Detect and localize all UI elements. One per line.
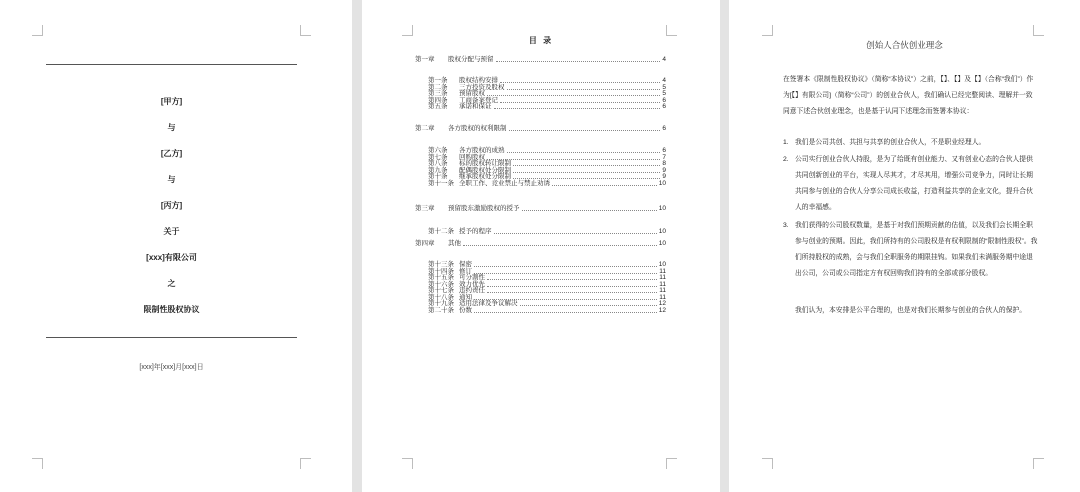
- about: 关于: [163, 227, 180, 236]
- intro-paragraph: 在签署本《限制性股权协议》（简称“本协议”）之前，【】、【】及【】（合称“我们”）作为[【】有限公司]（简称“公司”）的创业合伙人，我们确认已经完整阅读、理解并一致同意下述合伙创业理念，也是基于认同下述理念而签署本协议：: [783, 76, 1034, 115]
- toc-entry[interactable]: [428, 180, 666, 188]
- page-toc: [362, 0, 720, 492]
- toc-page-number: 11: [659, 293, 666, 301]
- toc-number: 第五条: [428, 103, 448, 110]
- toc-number: 第十二条: [428, 228, 454, 235]
- toc-page-number: 10: [658, 240, 666, 247]
- toc-heading: 回购股权: [459, 153, 485, 161]
- toc-heading: 股权分配与预留: [448, 56, 494, 63]
- toc-heading: 各方股权的权利限制: [448, 125, 507, 132]
- toc-number: 第一条: [428, 77, 448, 84]
- toc-page-number: 4: [662, 77, 666, 84]
- corner-mark: [762, 25, 773, 36]
- toc-heading: 授予的程序: [459, 228, 492, 235]
- party-b: [乙方]: [160, 149, 183, 158]
- toc-heading: 继承股权处分限制: [459, 173, 511, 180]
- toc-heading: 保密: [459, 261, 472, 268]
- toc-chapter[interactable]: [415, 205, 666, 213]
- top-rule: [46, 64, 297, 65]
- toc-page-number: 5: [662, 83, 666, 91]
- toc-heading: 修订: [459, 267, 472, 275]
- toc-number: 第六条: [428, 147, 448, 154]
- toc-page-number: 6: [662, 125, 666, 132]
- toc-heading: 违约责任: [459, 287, 485, 294]
- bottom-rule: [46, 337, 297, 338]
- corner-mark: [666, 458, 677, 469]
- toc-heading: 份数: [459, 306, 472, 314]
- toc-heading: 工商备案登记: [459, 96, 498, 104]
- particle: 之: [167, 279, 176, 288]
- cover-date: [xxx]年[xxx]月[xxx]日: [139, 364, 204, 371]
- toc-number: 第一章: [415, 56, 435, 63]
- toc-title: 目 录: [528, 36, 554, 45]
- list-number: 1.: [783, 139, 789, 146]
- toc-chapter[interactable]: [415, 240, 666, 248]
- corner-mark: [1033, 25, 1044, 36]
- list-number: 2.: [783, 156, 789, 163]
- toc-number: 第十九条: [428, 300, 454, 307]
- page-philosophy: [729, 0, 1080, 492]
- toc-page-number: 9: [662, 166, 666, 174]
- closing-paragraph: 我们认为，本安排是公平合理的，也是对我们长期参与创业的合伙人的保护。: [795, 307, 1027, 314]
- toc-entry[interactable]: [428, 307, 666, 315]
- corner-mark: [762, 458, 773, 469]
- toc-number: 第二条: [428, 83, 448, 91]
- toc-heading: 效力优先: [459, 280, 485, 288]
- toc-number: 第十八条: [428, 293, 454, 301]
- toc-number: 第八条: [428, 160, 448, 167]
- toc-number: 第三条: [428, 90, 448, 97]
- section-title: 创始人合伙创业理念: [866, 40, 943, 50]
- toc-page-number: 7: [662, 153, 666, 161]
- toc-number: 第十七条: [428, 287, 454, 294]
- toc-number: 第四章: [415, 240, 435, 247]
- toc-heading: 适用法律及争议解决: [459, 300, 518, 307]
- page-cover: [0, 0, 352, 492]
- toc-leader-dots: [552, 184, 657, 186]
- toc-leader-dots: [522, 209, 657, 211]
- list-item: [783, 135, 1039, 151]
- toc-page-number: 12: [658, 306, 666, 314]
- toc-page-number: 6: [662, 147, 666, 154]
- toc-number: 第十四条: [428, 267, 454, 275]
- toc-entry[interactable]: [428, 103, 666, 111]
- toc-chapter[interactable]: [415, 125, 666, 133]
- toc-page-number: 10: [658, 228, 666, 235]
- toc-heading: 配偶股权处分限制: [459, 166, 511, 174]
- toc-number: 第三章: [415, 205, 435, 212]
- conjunction: 与: [167, 175, 176, 184]
- toc-page-number: 10: [658, 205, 666, 212]
- party-c: [丙方]: [160, 201, 183, 210]
- list-item: [783, 218, 1039, 282]
- toc-leader-dots: [494, 232, 657, 234]
- toc-number: 第二章: [415, 125, 435, 132]
- toc-number: 第十六条: [428, 280, 454, 288]
- toc-heading: 可分割性: [459, 274, 485, 281]
- toc-page-number: 11: [659, 267, 666, 275]
- toc-page-number: 12: [658, 300, 666, 307]
- toc-heading: 预留股东激励股权的授予: [448, 205, 520, 212]
- toc-number: 第十三条: [428, 261, 454, 268]
- toc-number: 第十条: [428, 173, 448, 180]
- toc-heading: 全职工作、竞业禁止与禁止劝诱: [459, 179, 550, 187]
- toc-number: 第十一条: [428, 179, 454, 187]
- corner-mark: [300, 458, 311, 469]
- conjunction: 与: [167, 123, 176, 132]
- toc-page-number: 11: [659, 287, 666, 294]
- toc-page-number: 5: [662, 90, 666, 97]
- toc-page-number: 11: [659, 280, 666, 288]
- toc-page-number: 6: [662, 96, 666, 104]
- toc-heading: 三方投资及股权: [459, 83, 505, 91]
- toc-heading: 通知: [459, 293, 472, 301]
- list-item: [783, 152, 1039, 216]
- toc-number: 第七条: [428, 153, 448, 161]
- toc-chapter[interactable]: [415, 56, 666, 64]
- party-a: [甲方]: [160, 97, 183, 106]
- agreement-title: 限制性股权协议: [143, 305, 200, 314]
- corner-mark: [300, 25, 311, 36]
- toc-heading: 其他: [448, 240, 461, 247]
- list-text: 我们获得的公司股权数量，是基于对我们预期贡献的估值，以及我们会长期全职参与创业的预期。因此，我们所持有的公司股权是有权利限制的“限制性股权”。我们所持股权的成熟，会与我们全职服务的期限挂钩。如果我们未满服务期中途退出公司，公司或公司指定方有权回购我们持有的全部或部分股权。: [795, 222, 1038, 277]
- toc-heading: 股权结构安排: [459, 77, 498, 84]
- toc-heading: 标的股权转让限制: [459, 160, 511, 167]
- toc-page-number: 9: [662, 173, 666, 180]
- toc-page-number: 6: [662, 103, 666, 110]
- toc-entry[interactable]: [428, 228, 666, 236]
- toc-number: 第九条: [428, 166, 448, 174]
- toc-page-number: 11: [659, 274, 666, 281]
- toc-number: 第二十条: [428, 306, 454, 314]
- toc-page-number: 4: [662, 56, 666, 63]
- toc-leader-dots: [496, 60, 661, 62]
- toc-heading: 承诺和保证: [459, 103, 492, 110]
- toc-leader-dots: [494, 107, 661, 109]
- corner-mark: [32, 25, 43, 36]
- toc-heading: 各方股权的成熟: [459, 147, 505, 154]
- toc-leader-dots: [474, 311, 657, 313]
- toc-page-number: 10: [658, 261, 666, 268]
- toc-page-number: 8: [662, 160, 666, 167]
- toc-page-number: 10: [658, 179, 666, 187]
- corner-mark: [32, 458, 43, 469]
- toc-leader-dots: [509, 129, 661, 131]
- toc-number: 第四条: [428, 96, 448, 104]
- list-text: 我们是公司共创、共担与共享的创业合伙人，不是职业经理人。: [795, 139, 986, 146]
- company-name: [xxx]有限公司: [146, 253, 197, 262]
- list-number: 3.: [783, 222, 789, 229]
- toc-leader-dots: [463, 244, 657, 246]
- list-text: 公司实行创业合伙人持股，是为了给既有创业能力、又有创业心态的合伙人提供共同创新创业的平台，实现人尽其才，才尽其用，增强公司竞争力，同时让长期共同参与创业的合伙人分享公司成长收益，打造利益共享的企业文化，提升合伙人的幸福感。: [795, 156, 1033, 211]
- toc-number: 第十五条: [428, 274, 454, 281]
- corner-mark: [1033, 458, 1044, 469]
- corner-mark: [402, 458, 413, 469]
- toc-heading: 预留股权: [459, 90, 485, 97]
